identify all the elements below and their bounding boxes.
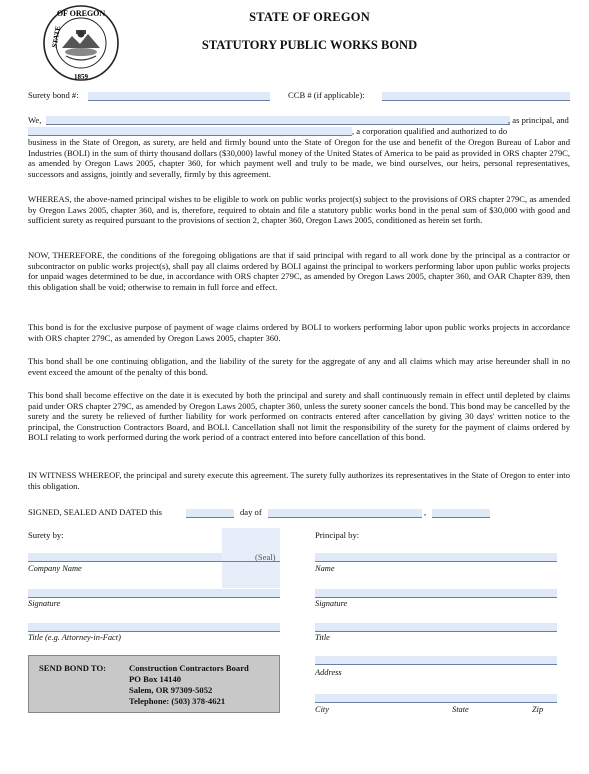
surety-signature-label: Signature [28,599,61,608]
surety-company-line [28,561,280,562]
corporation-text: , a corporation qualified and authorized to do [352,126,508,136]
date-comma: , [424,507,427,517]
send-line-1: Construction Contractors Board [129,663,249,673]
we-label: We, [28,115,42,125]
principal-zip-label: Zip [532,705,544,714]
surety-title-field[interactable] [28,623,280,632]
surety-signature-field[interactable] [28,589,280,598]
surety-by-label: Surety by: [28,530,64,540]
continuing-paragraph: This bond shall be one continuing obligation, and the liability of the surety for the aggregate of any and all claims which may arise hereunder shall in no event exceed the amount of the penalty of this bond. [28,356,570,377]
principal-state-label: State [452,705,469,714]
seal-text: (Seal) [255,552,276,562]
whereas-paragraph: WHEREAS, the above-named principal wishes to be eligible to work on public works project(s) subject to the provisions of ORS chapter 279C, as amended by Oregon Laws 2005, chapter 360, and is, therefore, required to obtain and file a statutory public works bond in the penal sum of $30,000 with good and sufficient surety as required pursuant to the provisions of section 2, chapter 360, Oregon Laws 2005, conditioned as herein set forth. [28,194,570,226]
surety-corporation-field[interactable] [28,127,352,136]
day-of-label: day of [240,507,262,517]
send-line-2: PO Box 14140 [129,674,182,684]
principal-title-label: Title [315,633,330,642]
principal-name-sign-field[interactable] [315,553,557,562]
principal-name-label: Name [315,564,335,573]
now-therefore-paragraph: NOW, THEREFORE, the conditions of the foregoing obligations are that if said principal with regard to all work done by the principal as a contractor or subcontractor on public works project(s), shall pay all claims ordered by BOLI against the principal to workers performing labor upon public works projects for unpaid wages determined to be due, in accordance with ORS chapter 279C, as amended by Oregon Laws 2005, chapter 360, and OAR Chapter 839, then this obligation shall be void; otherwise to remain in full force and effect. [28,250,570,292]
principal-name-field[interactable] [46,116,510,125]
seal-left-text: STATE [50,25,63,49]
day-field[interactable] [186,509,234,518]
principal-address-label: Address [315,668,342,677]
principal-city-label: City [315,705,329,714]
month-field[interactable] [268,509,422,518]
ccb-field[interactable] [382,92,570,101]
principal-title-field[interactable] [315,623,557,632]
intro-paragraph: business in the State of Oregon, as surety, are held and firmly bound unto the State of Oregon for the use and benefit of the Oregon Bureau of Labor and Industries (BOLI) in the sum of thirty thousand dollars ($30,000) lawful money of the United States of America to be paid as provided in ORS chapter 279C, as amended by Oregon Laws 2005, chapter 360, for which payment well and truly to be made, we bind ourselves, our heirs, personal representatives, successors and assigns, jointly and severally, firmly by this agreement. [28,137,570,179]
principal-signature-field[interactable] [315,589,557,598]
surety-bond-field[interactable] [88,92,270,101]
page-subtitle: STATUTORY PUBLIC WORKS BOND [201,38,418,52]
principal-address-field[interactable] [315,656,557,665]
exclusive-paragraph: This bond is for the exclusive purpose of payment of wage claims ordered by BOLI to workers performing labor upon public works projects in accordance with ORS chapter 279C, as amended by Oregon Laws 2005, chapter 360. [28,322,570,343]
principal-signature-label: Signature [315,599,348,608]
effective-paragraph: This bond shall become effective on the date it is executed by both the principal and surety and shall continuously remain in effect until depleted by claims paid under ORS chapter 279C, as amended by Oregon Laws 2005, chapter 360, unless the surety sooner cancels the bond. This bond may be cancelled by the surety and the surety be relieved of further liability for work performed on contracts entered after cancellation by giving 30 days' written notice to the principal, the Construction Contractors Board, and BOLI. Cancellation shall not limit the responsibility of the surety for the payment of claims ordered by BOLI relating to work performed during the work period of a contract entered into before cancellation of this bond. [28,390,570,443]
send-bond-label: SEND BOND TO: [39,663,107,673]
send-bond-box [28,655,280,713]
principal-city-state-zip-field[interactable] [315,694,557,703]
seal-top-text: OF OREGON [56,9,106,18]
surety-bond-label: Surety bond #: [28,90,79,100]
as-principal-text: , as principal, and [508,115,569,125]
company-name-label: Company Name [28,564,82,573]
signed-label: SIGNED, SEALED AND DATED this [28,507,162,517]
surety-company-field[interactable] [28,553,222,561]
send-line-4: Telephone: (503) 378-4621 [129,696,226,706]
surety-title-label: Title (e.g. Attorney-in-Fact) [28,633,121,642]
page-title: STATE OF OREGON [249,10,370,24]
seal-year: 1859 [74,73,88,81]
principal-by-label: Principal by: [315,530,360,540]
witness-paragraph: IN WITNESS WHEREOF, the principal and surety execute this agreement. The surety fully authorizes its representatives in the State of Oregon to enter into this obligation. [28,470,570,491]
year-field[interactable] [432,509,490,518]
send-line-3: Salem, OR 97309-5052 [129,685,213,695]
send-bond-address [129,663,249,707]
ccb-label: CCB # (if applicable): [288,90,365,100]
